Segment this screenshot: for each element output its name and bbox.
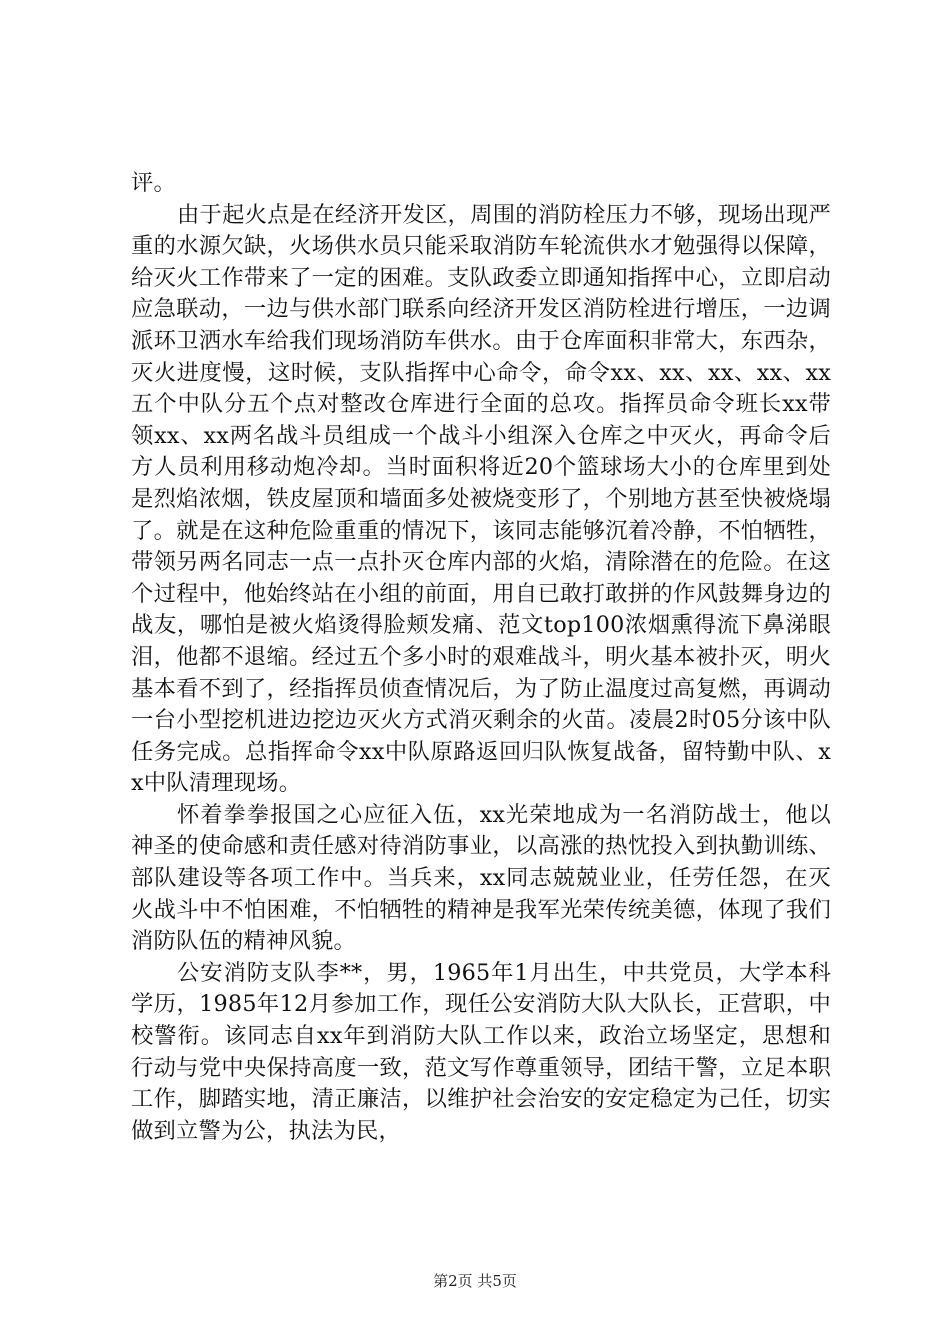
paragraph-fragment: 评。: [131, 170, 176, 196]
page-number-footer: 第2页 共5页: [433, 1272, 517, 1290]
paragraph-enlistment: 怀着拳拳报国之心应征入伍，xx光荣地成为一名消防战士，他以神圣的使命感和责任感对待消防事业，以高涨的热忱投入到执勤训练、部队建设等各项工作中。当兵来，xx同志兢兢业业，任劳任怨，在灭火战斗中不怕困难，不怕牺牲的精神是我军光荣传统美德，体现了我们消防队伍的精神风貌。: [131, 801, 831, 955]
paragraph-profile: 公安消防支队李**，男，1965年1月出生，中共党员，大学本科学历，1985年12月参加工作，现任公安消防大队大队长，正营职，中校警衔。该同志自xx年到消防大队工作以来，政治立场坚定，思想和行动与党中央保持高度一致，范文写作尊重领导，团结干警，立足本职工作，脚踏实地，清正廉洁，以维护社会治安的安定稳定为己任，切实做到立警为公，执法为民，: [131, 959, 831, 1144]
document-body: [131, 168, 831, 1147]
paragraph-fire-rescue: 由于起火点是在经济开发区，周围的消防栓压力不够，现场出现严重的水源欠缺，火场供水员只能采取消防车轮流供水才勉强得以保障，给灭火工作带来了一定的困难。支队政委立即通知指挥中心，立即启动应急联动，一边与供水部门联系向经济开发区消防栓进行增压，一边调派环卫洒水车给我们现场消防车供水。由于仓库面积非常大，东西杂，灭火进度慢，这时候，支队指挥中心命令，命令xx、xx、xx、xx、xx五个中队分五个点对整改仓库进行全面的总攻。指挥员命令班长xx带领xx、xx两名战斗员组成一个战斗小组深入仓库之中灭火，再命令后方人员利用移动炮冷却。当时面积将近20个篮球场大小的仓库里到处是烈焰浓烟，铁皮屋顶和墙面多处被烧变形了，个别地方甚至快被烧塌了。就是在这种危险重重的情况下，该同志能够沉着冷静，不怕牺牲，带领另两名同志一点一点扑灭仓库内部的火焰，清除潜在的危险。在这个过程中，他始终站在小组的前面，用自已敢打敢拼的作风鼓舞身边的战友，哪怕是被火焰烫得脸颊发痛、范文top100浓烟熏得流下鼻涕眼泪，他都不退缩。经过五个多小时的艰难战斗，明火基本被扑灭，明火基本看不到了，经指挥员侦查情况后，为了防止温度过高复燃，再调动一台小型挖机进边挖边灭火方式消灭剩余的火苗。凌晨2时05分该中队任务完成。总指挥命令xx中队原路返回归队恢复战备，留特勤中队、xx中队清理现场。: [131, 201, 831, 797]
